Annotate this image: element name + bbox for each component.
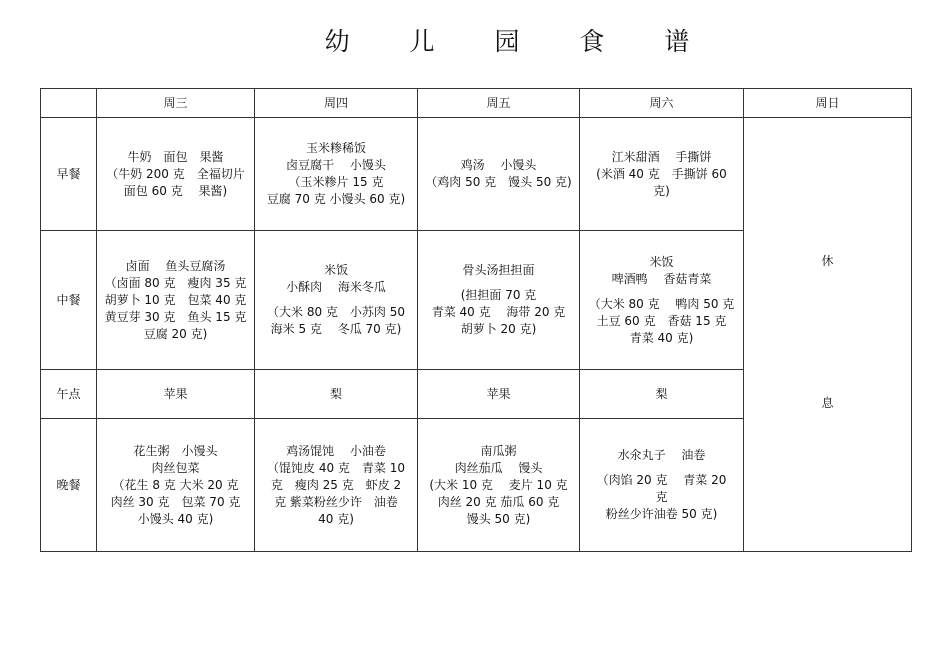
menu-line: 梨 xyxy=(655,386,668,401)
menu-cell xyxy=(255,118,418,231)
menu-line: 卤豆腐干 小馒头 xyxy=(286,158,386,172)
menu-line: 南瓜粥 xyxy=(480,443,517,458)
menu-line: (大米 10 克 麦片 10 克 xyxy=(429,477,568,492)
menu-line: 海米 5 克 冬瓜 70 克) xyxy=(270,322,402,336)
menu-line: （肉馅 20 克 青菜 20 xyxy=(596,473,727,487)
menu-line: 青菜 40 克 海带 20 克 xyxy=(431,305,566,319)
menu-line: （牛奶 200 克 全福切片 xyxy=(106,166,245,181)
day-header: 周六 xyxy=(580,89,744,118)
menu-line: 苹果 xyxy=(163,386,188,401)
meal-label: 早餐 xyxy=(41,118,97,231)
corner-cell xyxy=(41,89,97,118)
menu-line: (米酒 40 克 手撕饼 60 xyxy=(596,166,727,181)
menu-line: 梨 xyxy=(329,386,342,401)
menu-line: （馄饨皮 40 克 青菜 10 xyxy=(267,460,405,475)
menu-line: （大米 80 克 鸭肉 50 克 xyxy=(588,296,735,311)
menu-cell xyxy=(580,231,744,370)
menu-line: 江米甜酒 手撕饼 xyxy=(611,149,712,164)
menu-line: 胡萝卜 20 克) xyxy=(460,322,537,336)
line-gap xyxy=(258,296,414,304)
menu-line: 玉米糁稀饭 xyxy=(305,141,366,155)
table-row xyxy=(41,118,912,231)
rest-cell xyxy=(744,118,912,552)
menu-line: 鸡汤馄饨 小油卷 xyxy=(286,443,386,458)
menu-line: 骨头汤担担面 xyxy=(462,263,535,277)
menu-line: 豆腐 20 克) xyxy=(143,326,208,341)
menu-line: （鸡肉 50 克 馒头 50 克) xyxy=(425,175,572,189)
menu-table xyxy=(40,88,912,552)
menu-line: 粉丝少许油卷 50 克) xyxy=(605,507,718,521)
page-title: 幼 儿 园 食 谱 xyxy=(324,27,716,56)
menu-line: 肉丝 30 克 包菜 70 克 xyxy=(110,494,241,509)
meal-label: 中餐 xyxy=(41,231,97,370)
menu-line: 小酥肉 海米冬瓜 xyxy=(286,280,386,294)
rest-char: 息 xyxy=(821,396,834,410)
menu-cell xyxy=(97,231,255,370)
menu-cell xyxy=(418,370,580,419)
menu-line: 牛奶 面包 果酱 xyxy=(127,149,224,164)
menu-line: （玉米糁片 15 克 xyxy=(288,175,384,189)
menu-line: 克) xyxy=(653,183,670,198)
menu-line: 苹果 xyxy=(486,386,511,401)
menu-line: 花生粥 小馒头 xyxy=(133,443,218,458)
menu-line: 水氽丸子 油卷 xyxy=(617,448,706,462)
menu-line: 面包 60 克 果酱) xyxy=(123,183,228,198)
menu-cell xyxy=(255,419,418,552)
menu-cell xyxy=(418,118,580,231)
day-header: 周五 xyxy=(418,89,580,118)
menu-line: 肉丝包菜 xyxy=(151,460,200,475)
menu-line: 肉丝茄瓜 馒头 xyxy=(454,460,543,475)
menu-cell xyxy=(418,231,580,370)
menu-line: 黄豆芽 30 克 鱼头 15 克 xyxy=(104,309,247,324)
menu-line: (担担面 70 克 xyxy=(460,288,537,302)
menu-cell xyxy=(97,118,255,231)
day-header: 周日 xyxy=(744,89,912,118)
meal-label: 午点 xyxy=(41,370,97,419)
line-gap xyxy=(583,288,740,296)
menu-line: 豆腐 70 克 小馒头 60 克) xyxy=(266,192,406,206)
menu-line: 卤面 鱼头豆腐汤 xyxy=(125,258,226,273)
header-row xyxy=(41,89,912,118)
menu-cell xyxy=(580,118,744,231)
day-header: 周四 xyxy=(255,89,418,118)
menu-line: 米饭 xyxy=(323,263,348,277)
menu-line: 克 紫菜粉丝少许 油卷 xyxy=(274,494,398,509)
menu-cell xyxy=(97,419,255,552)
menu-cell xyxy=(580,370,744,419)
menu-line: 克 xyxy=(655,490,668,504)
menu-cell xyxy=(97,370,255,419)
menu-line: 啤酒鸭 香菇青菜 xyxy=(611,271,712,286)
menu-line: （大米 80 克 小苏肉 50 xyxy=(267,305,405,319)
menu-line: 胡萝卜 10 克 包菜 40 克 xyxy=(104,292,247,307)
menu-line: 小馒头 40 克) xyxy=(137,511,214,526)
line-gap xyxy=(421,279,576,287)
meal-label: 晚餐 xyxy=(41,419,97,552)
menu-line: 40 克) xyxy=(318,511,354,526)
day-header: 周三 xyxy=(97,89,255,118)
menu-line: 肉丝 20 克 茄瓜 60 克 xyxy=(437,494,560,509)
menu-cell xyxy=(580,419,744,552)
rest-char: 休 xyxy=(821,254,834,268)
menu-cell xyxy=(255,231,418,370)
menu-line: 鸡汤 小馒头 xyxy=(460,158,537,172)
menu-line: （花生 8 克 大米 20 克 xyxy=(112,477,239,492)
line-gap xyxy=(583,464,740,472)
menu-line: 克 瘦肉 25 克 虾皮 2 xyxy=(270,477,402,492)
menu-line: 馒头 50 克) xyxy=(466,511,531,526)
menu-cell xyxy=(255,370,418,419)
menu-line: 土豆 60 克 香菇 15 克 xyxy=(596,313,727,328)
menu-line: 青菜 40 克) xyxy=(629,330,694,345)
menu-line: 米饭 xyxy=(649,254,674,269)
menu-line: （卤面 80 克 瘦肉 35 克 xyxy=(104,275,247,290)
menu-cell xyxy=(418,419,580,552)
